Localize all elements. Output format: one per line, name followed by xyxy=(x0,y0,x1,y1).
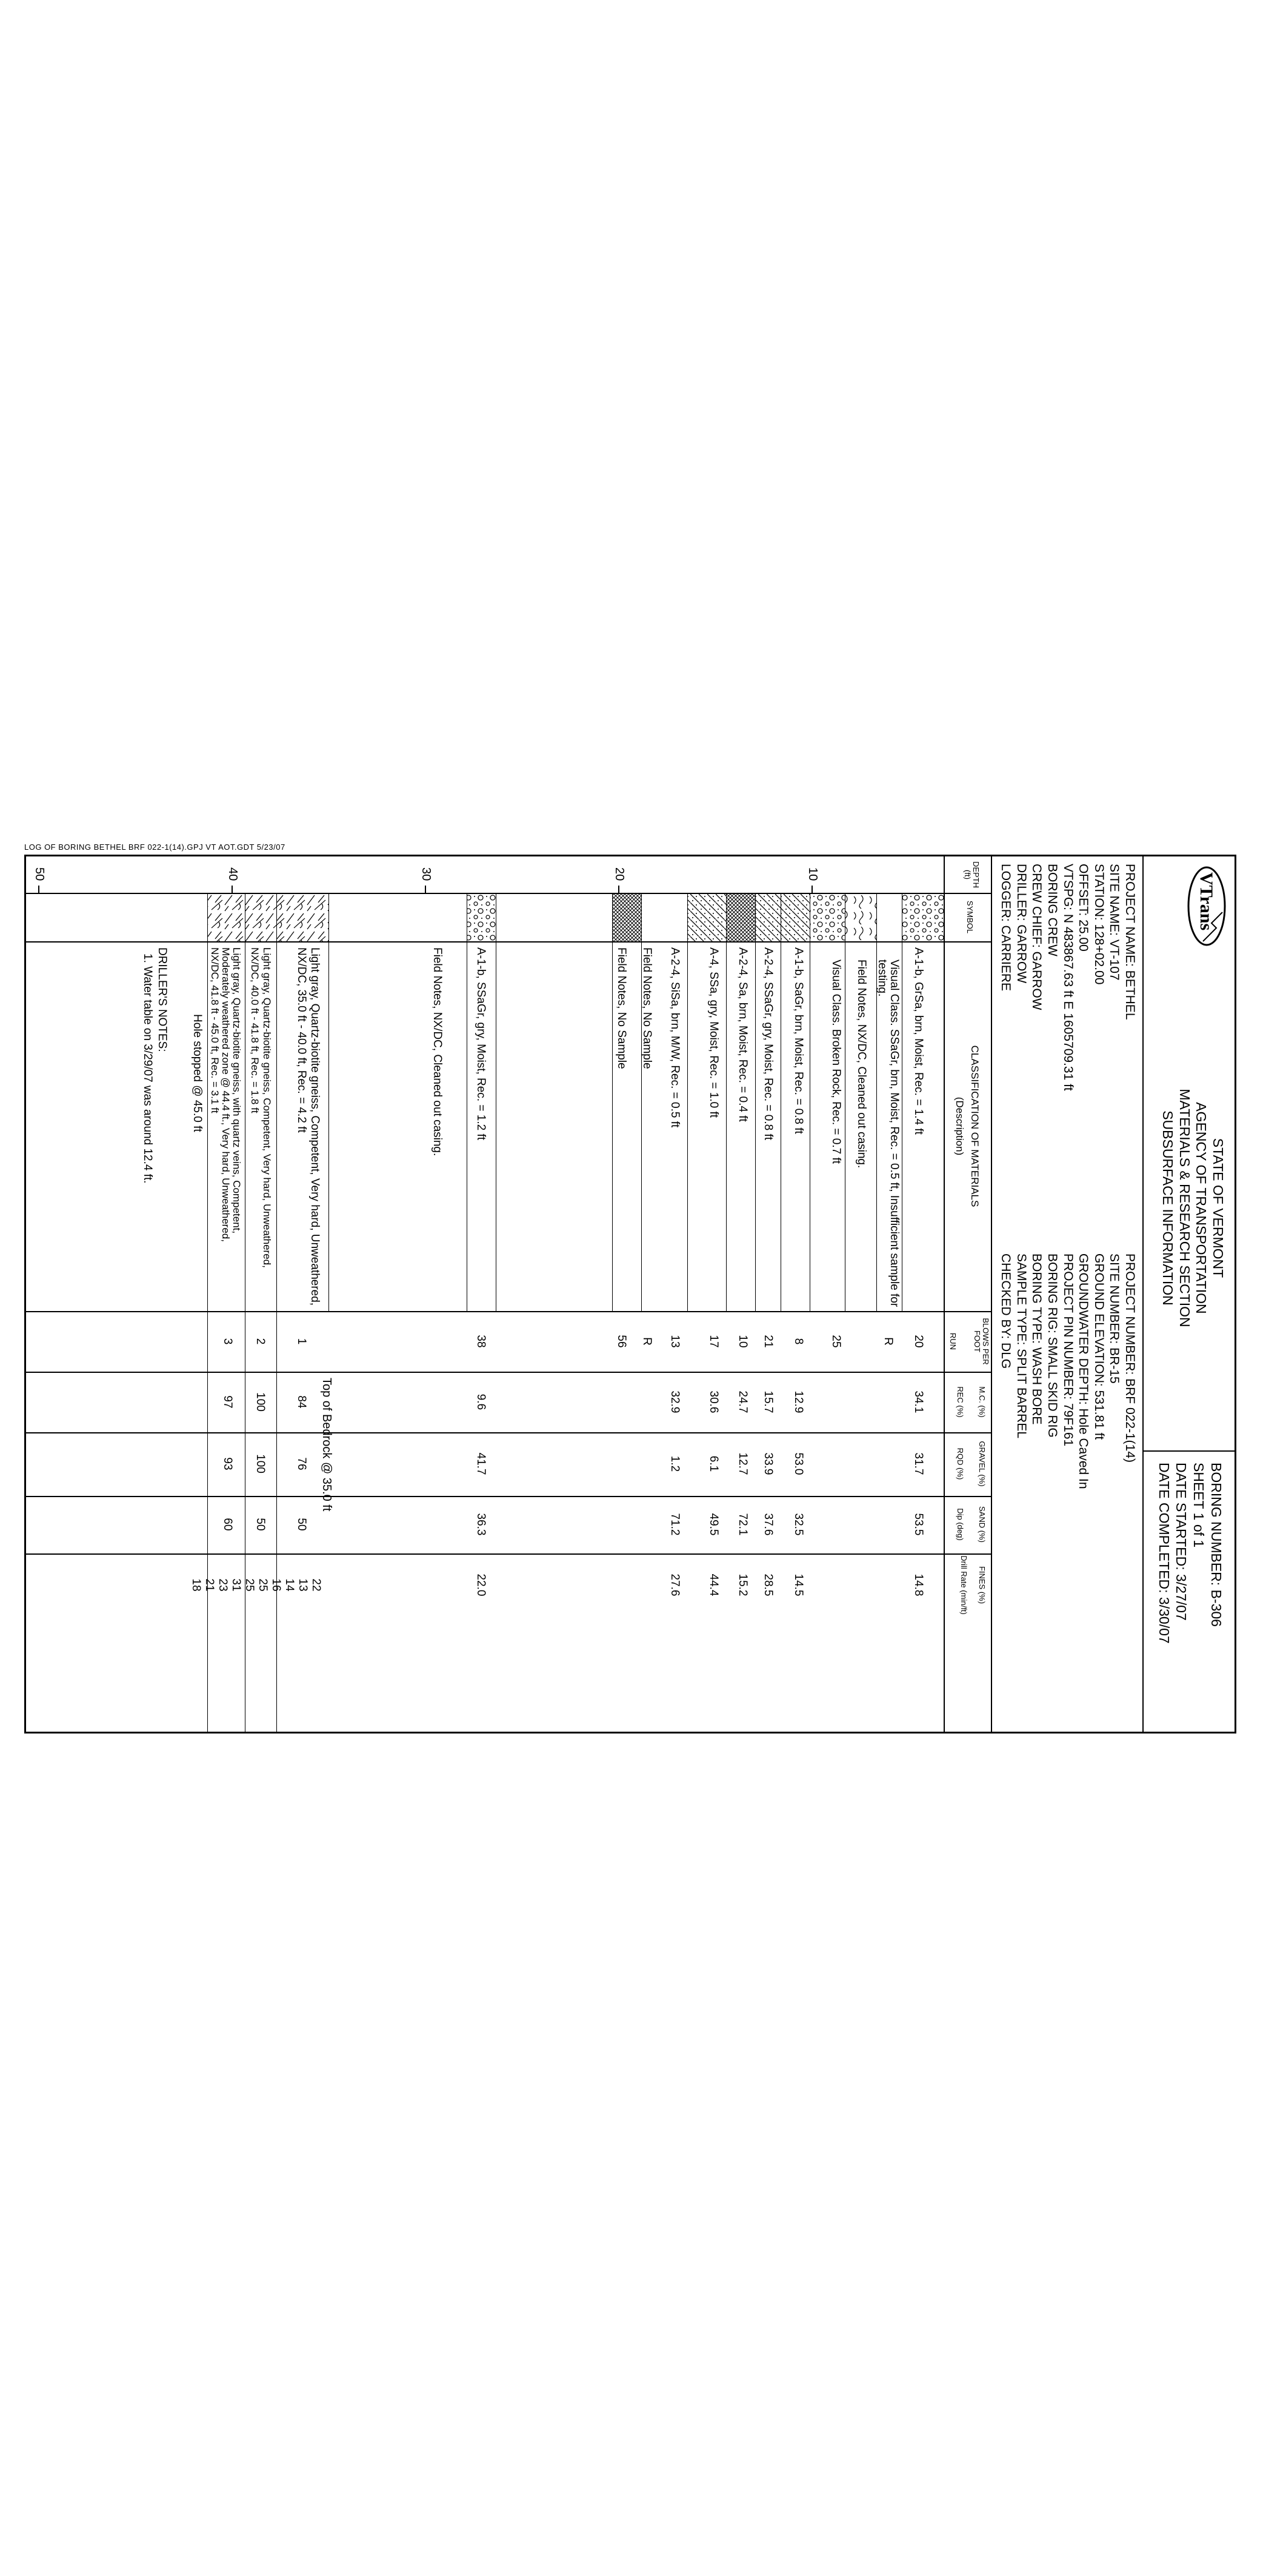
sand-value: 37.6 xyxy=(762,1513,775,1536)
sheet-number: SHEET 1 of 1 xyxy=(1191,1463,1207,1548)
rqd-value: 93 xyxy=(221,1457,234,1470)
gravel-value: 1.2 xyxy=(668,1455,681,1472)
rec-value: 100 xyxy=(254,1392,267,1412)
blows-value: R xyxy=(641,1337,653,1346)
blows-value: 25 xyxy=(830,1335,842,1348)
description-line: DRILLER'S NOTES: xyxy=(156,947,168,1052)
col-run: RUN xyxy=(948,1332,958,1350)
col-mc: M.C. (%) xyxy=(978,1386,987,1418)
description-line: testing. xyxy=(876,959,888,997)
description-line: A-2-4, SiSa, brn, M/W, Rec. = 0.5 ft xyxy=(668,947,681,1128)
drill-rate-value: 16 xyxy=(270,1578,282,1592)
drill-rate-value: 13 xyxy=(296,1578,309,1592)
depth-tick: 50 xyxy=(33,867,46,881)
description-line: Visual Class. SSaGr, brn, Moist, Rec. = 0.5 ft, Insufficient sample for xyxy=(888,959,901,1307)
sample-type: SAMPLE TYPE: SPLIT BARREL xyxy=(1014,1253,1028,1439)
mc-value: 32.9 xyxy=(668,1390,681,1413)
mc-value: 12.9 xyxy=(792,1390,805,1413)
sand-value: 72.1 xyxy=(736,1513,749,1536)
description-line: 1. Water table on 3/29/07 was around 12.4 ft. xyxy=(141,953,154,1184)
drill-rate-value: 18 xyxy=(190,1578,202,1592)
drill-rate-value: 31 xyxy=(230,1578,242,1592)
col-symbol: SYMBOL xyxy=(965,900,975,934)
offset: OFFSET: 25.00 xyxy=(1076,864,1091,952)
fines-value: 28.5 xyxy=(762,1573,775,1597)
description-line: Hole stopped @ 45.0 ft xyxy=(191,1014,204,1132)
soil-symbol-column xyxy=(26,894,945,941)
description-line: A-1-b, GrSa, brn, Moist, Rec. = 1.4 ft xyxy=(912,947,925,1135)
blows-value: 17 xyxy=(707,1335,720,1348)
logger: LOGGER: CARRIERE xyxy=(999,864,1013,992)
sand-value: 36.3 xyxy=(475,1513,487,1536)
description-line: Light gray, Quartz-biotite gneiss, with quartz veins, Competent, xyxy=(231,947,242,1234)
boring-number: BORING NUMBER: B-306 xyxy=(1208,1463,1224,1627)
date-completed: DATE COMPLETED: 3/30/07 xyxy=(1156,1463,1172,1644)
rec-value: 84 xyxy=(295,1395,308,1409)
rec-value: 97 xyxy=(221,1395,234,1409)
description-line: Field Notes, No Sample xyxy=(615,947,628,1069)
project-number: PROJECT NUMBER: BRF 022-1(14) xyxy=(1123,1253,1137,1463)
agency-line: SUBSURFACE INFORMATION xyxy=(1160,1110,1176,1306)
rqd-value: 100 xyxy=(254,1454,267,1473)
agency-line: AGENCY OF TRANSPORTATION xyxy=(1193,1102,1210,1314)
drill-rate-value: 23 xyxy=(216,1578,229,1592)
fines-value: 14.8 xyxy=(912,1573,925,1597)
description-line: NX/DC, 41.8 ft - 45.0 ft, Rec. = 3.1 ft xyxy=(209,947,221,1113)
description-line: Field Notes, No Sample xyxy=(641,947,653,1069)
coordinates: VTSPG: N 483867.63 ft E 1605709.31 ft xyxy=(1061,864,1075,1091)
col-blows: BLOWS PER FOOT xyxy=(972,1318,990,1365)
agency-line: MATERIALS & RESEARCH SECTION xyxy=(1176,1089,1193,1327)
project-pin: PROJECT PIN NUMBER: 79F161 xyxy=(1061,1253,1075,1447)
gravel-value: 53.0 xyxy=(792,1452,805,1475)
blows-value: R xyxy=(882,1337,895,1346)
boring-rig: BORING RIG: SMALL SKID RIG xyxy=(1045,1253,1059,1438)
blows-value: 38 xyxy=(475,1335,487,1348)
rqd-value: 76 xyxy=(295,1457,308,1470)
description-line: Field Notes, NX/DC, Cleaned out casing. xyxy=(431,947,444,1156)
col-dip: Dip (deg) xyxy=(956,1508,965,1541)
station: STATION: 128+02.00 xyxy=(1091,864,1106,985)
drill-rate-value: 14 xyxy=(283,1578,296,1592)
dip-value: 50 xyxy=(254,1518,267,1531)
sand-value: 53.5 xyxy=(912,1513,925,1536)
blows-value: 10 xyxy=(736,1335,749,1348)
description-line: Light gray, Quartz-biotite gneiss, Competent, Very hard, Unweathered, xyxy=(308,947,321,1306)
checked-by: CHECKED BY: DLG xyxy=(999,1253,1013,1369)
run-value: 1 xyxy=(295,1338,308,1345)
depth-tick: 40 xyxy=(226,867,239,881)
description-line: Moderately weathered zone @ 44.4 ft., Very hard, Unweathered, xyxy=(220,947,232,1242)
page-header: LOG OF BORING BETHEL BRF 022-1(14).GPJ VT AOT.GDT 5/23/07 xyxy=(24,843,285,852)
fines-value: 15.2 xyxy=(736,1573,749,1597)
col-description: (Description) xyxy=(954,1096,965,1156)
drill-rate-value: 22 xyxy=(310,1578,322,1592)
col-gravel: GRAVEL (%) xyxy=(978,1441,987,1487)
description-line: A-1-b, SSaGr, gry, Moist, Rec. = 1.2 ft xyxy=(475,947,487,1141)
site-number: SITE NUMBER: BR-15 xyxy=(1107,1253,1122,1384)
sand-value: 49.5 xyxy=(707,1513,720,1536)
site-name: SITE NAME: VT-107 xyxy=(1107,864,1122,981)
run-value: 3 xyxy=(221,1338,234,1345)
fines-value: 27.6 xyxy=(668,1573,681,1597)
mc-value: 34.1 xyxy=(912,1390,925,1413)
dip-value: 60 xyxy=(221,1518,234,1531)
boring-log-sheet xyxy=(24,855,1236,1733)
description-line: Field Notes, NX/DC, Cleaned out casing. xyxy=(855,959,868,1169)
gravel-value: 6.1 xyxy=(707,1455,720,1472)
description-line: A-4, SSa, gry, Moist, Rec. = 1.0 ft xyxy=(707,947,720,1118)
drill-rate-value: 21 xyxy=(203,1578,216,1592)
blows-value: 8 xyxy=(792,1338,805,1345)
mc-value: 15.7 xyxy=(762,1390,775,1413)
boring-crew: BORING CREW xyxy=(1045,864,1059,956)
depth-tick: 20 xyxy=(613,867,626,881)
blows-value: 21 xyxy=(762,1335,775,1348)
run-value: 2 xyxy=(254,1338,267,1345)
depth-tick: 30 xyxy=(419,867,433,881)
description-line: Light gray, Quartz-biotite gneiss, Competent, Very hard, Unweathered, xyxy=(261,947,273,1268)
crew-chief: CREW CHIEF: GARROW xyxy=(1030,864,1044,1010)
mc-value: 30.6 xyxy=(707,1390,720,1413)
logo-text: VTrans xyxy=(1196,872,1216,931)
col-fines: FINES (%) xyxy=(978,1566,987,1604)
sand-value: 71.2 xyxy=(668,1513,681,1536)
col-drill-rate: Drill Rate (min/ft) xyxy=(959,1555,968,1615)
gravel-value: 33.9 xyxy=(762,1452,775,1475)
agency-line: STATE OF VERMONT xyxy=(1210,1138,1226,1278)
description-line: A-2-4, SSaGr, gry, Moist, Rec. = 0.8 ft xyxy=(762,947,775,1141)
blows-value: 13 xyxy=(668,1335,681,1348)
sand-value: 32.5 xyxy=(792,1513,805,1536)
description-line: A-1-b, SaGr, brn, Moist, Rec. = 0.8 ft xyxy=(792,947,805,1134)
blows-value: 20 xyxy=(912,1335,925,1348)
col-rqd: RQD (%) xyxy=(956,1447,965,1480)
vtrans-logo xyxy=(1186,865,1227,947)
mc-value: 9.6 xyxy=(475,1393,487,1410)
driller: DRILLER: GARROW xyxy=(1014,864,1028,984)
dip-value: 50 xyxy=(295,1518,308,1531)
top-of-bedrock: Top of Bedrock @ 35.0 ft xyxy=(320,1378,333,1512)
project-info-right xyxy=(998,1253,1138,1489)
description-line: NX/DC, 40.0 ft - 41.8 ft, Rec. = 1.8 ft xyxy=(249,947,261,1113)
mc-value: 24.7 xyxy=(736,1390,749,1413)
date-started: DATE STARTED: 3/27/07 xyxy=(1173,1463,1190,1621)
depth-tick: 10 xyxy=(806,867,819,881)
gravel-value: 41.7 xyxy=(475,1452,487,1475)
fines-value: 22.0 xyxy=(475,1573,487,1597)
blows-value: 56 xyxy=(615,1335,628,1348)
boring-info-block xyxy=(1155,1463,1225,1644)
col-classification: CLASSIFICATION OF MATERIALS xyxy=(969,1045,981,1207)
description-line: A-2-4, Sa, brn, Moist, Rec. = 0.4 ft xyxy=(736,947,749,1122)
gravel-value: 31.7 xyxy=(912,1452,925,1475)
col-sand: SAND (%) xyxy=(978,1506,987,1543)
fines-value: 44.4 xyxy=(707,1573,720,1597)
fines-value: 14.5 xyxy=(792,1573,805,1597)
col-rec: REC (%) xyxy=(956,1386,965,1418)
agency-block xyxy=(1159,978,1226,1438)
project-name: PROJECT NAME: BETHEL xyxy=(1123,864,1137,1020)
gravel-value: 12.7 xyxy=(736,1452,749,1475)
description-line: NX/DC, 35.0 ft - 40.0 ft, Rec. = 4.2 ft xyxy=(295,947,308,1133)
ground-elevation: GROUND ELEVATION: 531.81 ft xyxy=(1091,1253,1106,1440)
project-info-left xyxy=(998,864,1138,1091)
col-depth: DEPTH (ft) xyxy=(962,861,981,889)
description-line: Visual Class. Broken Rock, Rec. = 0.7 ft xyxy=(830,959,842,1164)
groundwater-depth: GROUNDWATER DEPTH: Hole Caved In xyxy=(1076,1253,1091,1489)
boring-type: BORING TYPE: WASH BORE xyxy=(1030,1253,1044,1425)
drill-rate-value: 25 xyxy=(243,1578,256,1592)
drill-rate-value: 25 xyxy=(256,1578,269,1592)
